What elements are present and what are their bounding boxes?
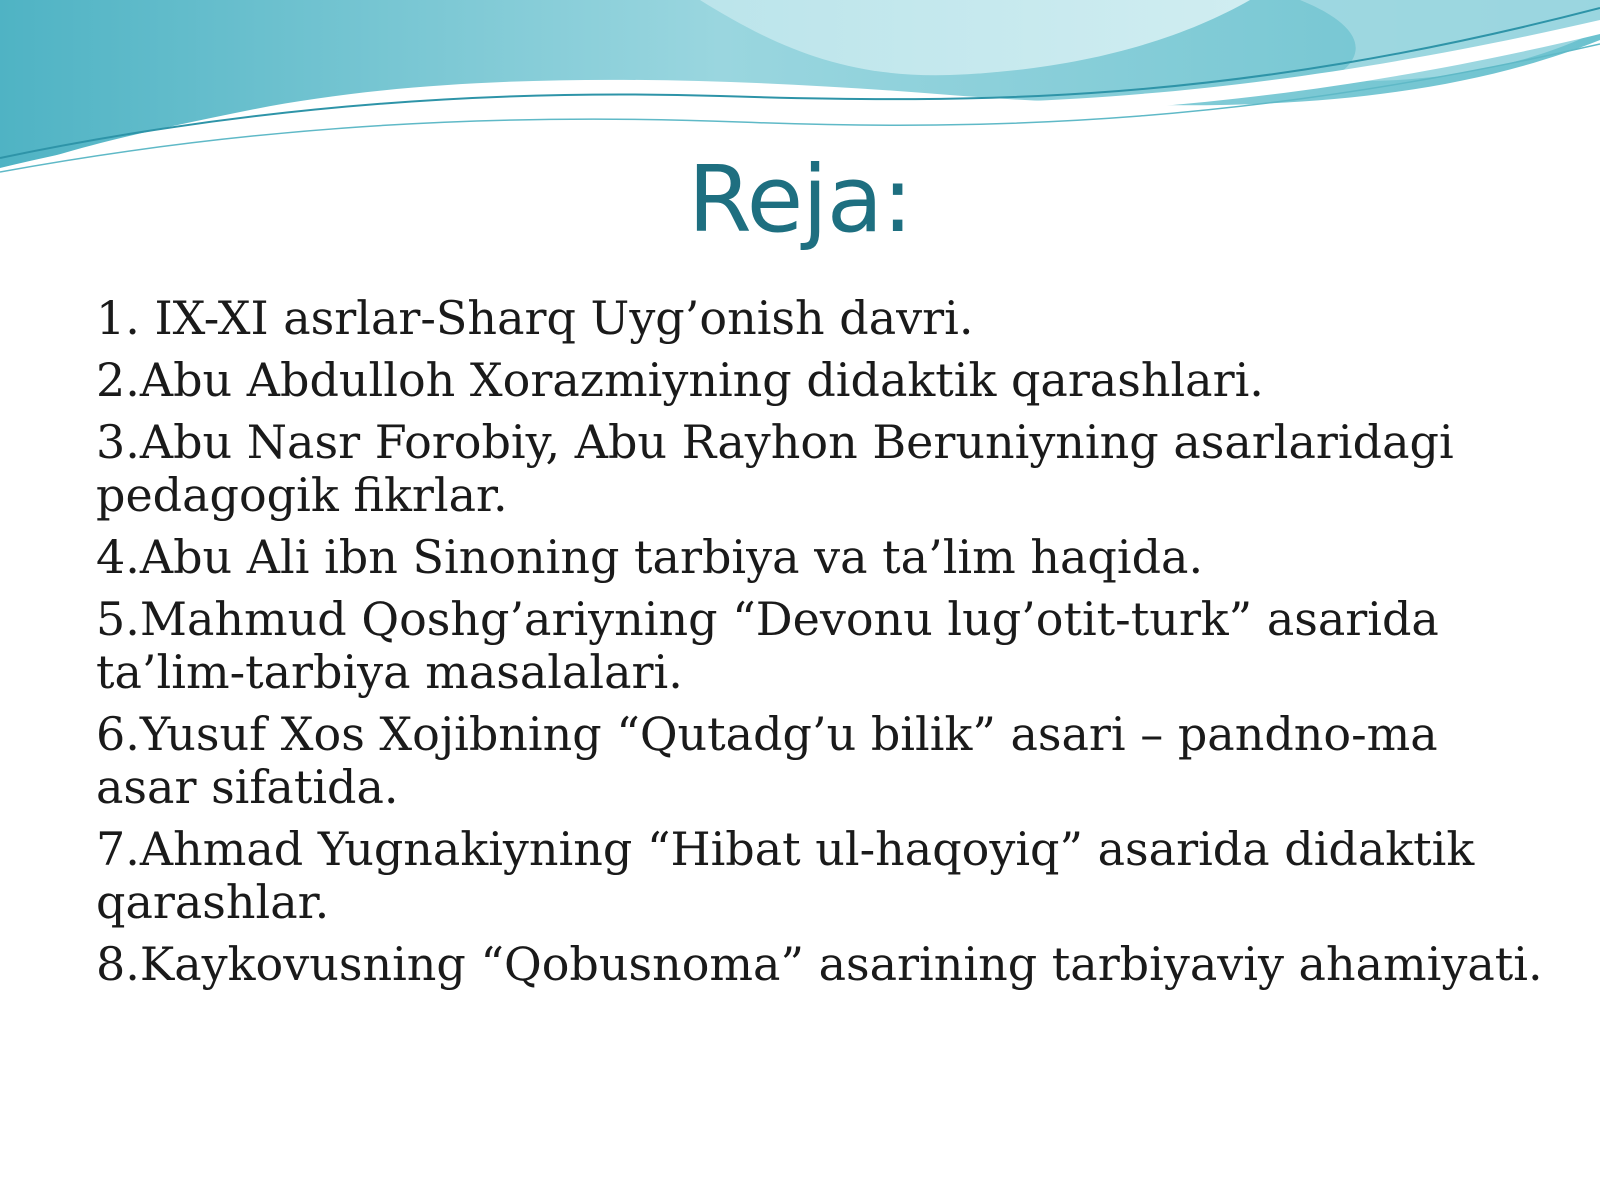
plan-item-6: 6.Yusuf Xos Xojibning “Qutadg’u bilik” asari – pandno-ma asar sifatida. (96, 707, 1438, 814)
plan-list (96, 292, 1546, 1000)
plan-item-5: 5.Mahmud Qoshg’ariyning “Devonu lug’otit-turk” asarida ta’lim-tarbiya masalalari. (96, 592, 1439, 699)
plan-item-3: 3.Abu Nasr Forobiy, Abu Rayhon Beruniyning asarlaridagi pedagogik fikrlar. (96, 415, 1454, 522)
plan-item-8: 8.Kaykovusning “Qobusnoma” asarining tarbiyaviy ahamiyati. (96, 937, 1543, 991)
plan-item-4: 4.Abu Ali ibn Sinoning tarbiya va ta’lim haqida. (96, 530, 1204, 584)
plan-item-7: 7.Ahmad Yugnakiyning “Hibat ul-haqoyiq” asarida didaktik qarashlar. (96, 822, 1475, 929)
plan-item-2: 2.Abu Abdulloh Xorazmiyning didaktik qarashlari. (96, 353, 1264, 407)
slide-title: Reja: (687, 146, 913, 253)
plan-item-1: 1. IX-XI asrlar-Sharq Uyg’onish davri. (96, 291, 974, 345)
